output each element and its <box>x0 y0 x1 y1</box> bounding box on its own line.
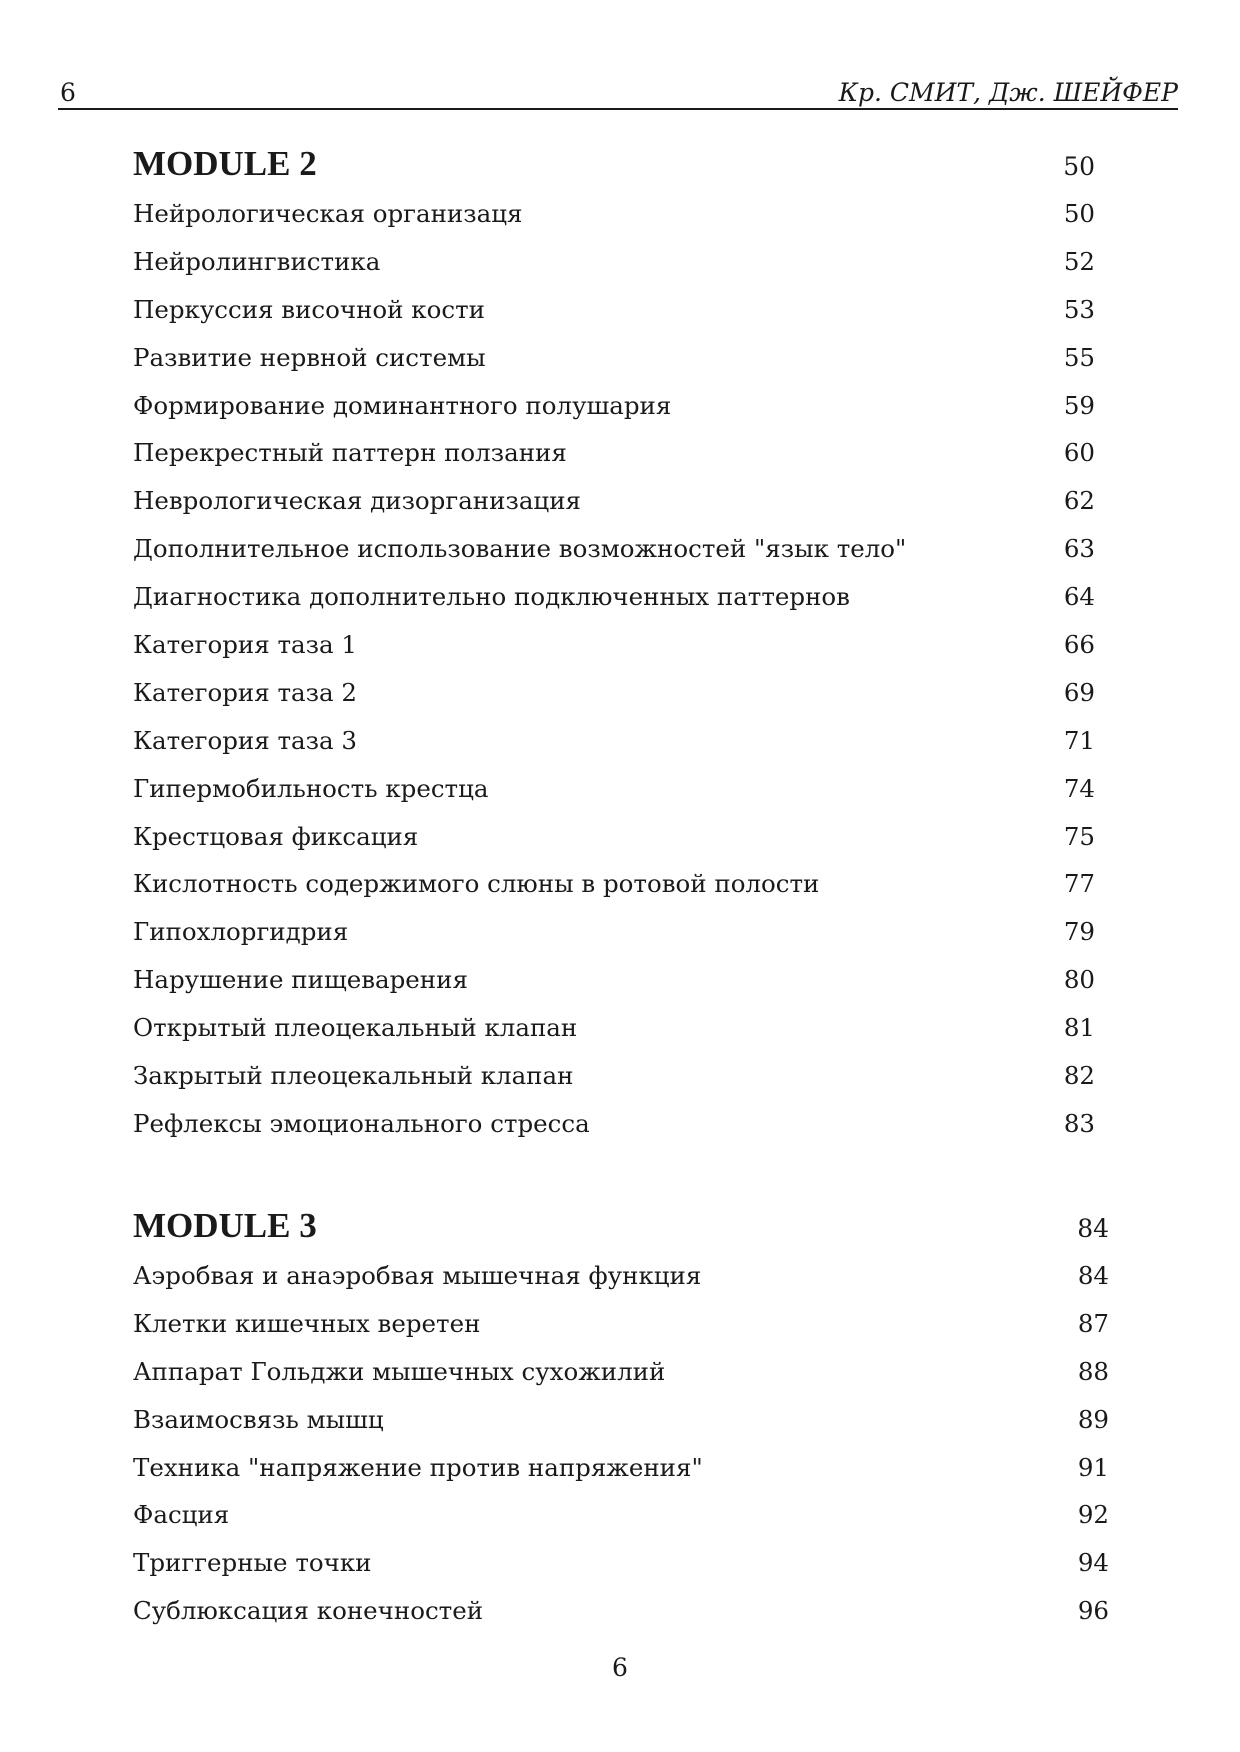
toc-entry-title: Неврологическая дизорганизация <box>133 486 581 516</box>
toc-entry-title: Закрытый плеоцекальный клапан <box>133 1061 574 1091</box>
toc-entry-page-number: 87 <box>1077 1308 1109 1338</box>
toc-entry-page-number: 53 <box>1063 294 1095 324</box>
toc-section-module-3 <box>133 1200 1109 1635</box>
section-title: MODULE 2 <box>133 144 317 183</box>
toc-entry-page-number: 59 <box>1063 390 1095 420</box>
toc-entry-page-number: 81 <box>1063 1013 1095 1043</box>
toc-entry-page-number: 66 <box>1063 630 1095 660</box>
toc-entry <box>133 1539 1109 1587</box>
toc-entry-title: Аппарат Гольджи мышечных сухожилий <box>133 1356 666 1386</box>
toc-entry-title: Нарушение пищеварения <box>133 965 468 995</box>
toc-entry <box>133 429 1095 477</box>
toc-entry <box>133 1004 1095 1052</box>
toc-entry-page-number: 55 <box>1063 342 1095 372</box>
toc-entry-title: Категория таза 1 <box>133 630 357 660</box>
toc-entry-page-number: 75 <box>1063 821 1095 851</box>
toc-entry <box>133 860 1095 908</box>
section-heading <box>133 1200 1109 1252</box>
toc-entry-title: Диагностика дополнительно подключенных паттернов <box>133 582 850 612</box>
toc-entry-page-number: 79 <box>1063 917 1095 947</box>
toc-entry-page-number: 74 <box>1063 773 1095 803</box>
header-authors: Кр. СМИТ, Дж. ШЕЙФЕР <box>838 78 1178 107</box>
toc-entry <box>133 1100 1095 1148</box>
toc-entry-title: Крестцовая фиксация <box>133 821 419 851</box>
toc-entry-title: Гипохлоргидрия <box>133 917 349 947</box>
section-page-number: 84 <box>1077 1214 1109 1243</box>
toc-entry-page-number: 62 <box>1063 486 1095 516</box>
toc-entry <box>133 669 1095 717</box>
toc-entry <box>133 525 1095 573</box>
footer-page-number: 6 <box>612 1653 628 1682</box>
toc-entry-page-number: 60 <box>1063 438 1095 468</box>
toc-entry-title: Категория таза 3 <box>133 725 357 755</box>
toc-entry-page-number: 63 <box>1063 534 1095 564</box>
toc-entry-title: Дополнительное использование возможностей "язык тело" <box>133 534 907 564</box>
toc-entry-title: Открытый плеоцекальный клапан <box>133 1013 578 1043</box>
toc-entry <box>133 1491 1109 1539</box>
toc-entry-page-number: 91 <box>1077 1452 1109 1482</box>
toc-entry-title: Нейрологическая организаця <box>133 199 523 228</box>
toc-entry-page-number: 71 <box>1063 725 1095 755</box>
toc-entry <box>133 382 1095 430</box>
toc-entry <box>133 765 1095 813</box>
toc-entry-title: Формирование доминантного полушария <box>133 390 672 420</box>
toc-entry <box>133 1300 1109 1348</box>
toc-entry <box>133 813 1095 861</box>
toc-entry <box>133 956 1095 1004</box>
toc-entry-page-number: 69 <box>1063 677 1095 707</box>
toc-entry-title: Техника "напряжение против напряжения" <box>133 1452 703 1482</box>
toc-entry-title: Триггерные точки <box>133 1548 372 1578</box>
toc-entry-page-number: 50 <box>1063 199 1095 228</box>
toc-entry-title: Нейролингвистика <box>133 246 381 276</box>
toc-entry-page-number: 83 <box>1063 1108 1095 1138</box>
section-heading <box>133 138 1095 190</box>
toc-entry <box>133 286 1095 334</box>
toc-entry-page-number: 64 <box>1063 582 1095 612</box>
toc-entry <box>133 334 1095 382</box>
toc-entry-title: Кислотность содержимого слюны в ротовой полости <box>133 869 820 899</box>
toc-entry-title: Категория таза 2 <box>133 677 357 707</box>
toc-entry-page-number: 96 <box>1077 1596 1109 1626</box>
toc-entry <box>133 1587 1109 1635</box>
toc-entry-title: Перекрестный паттерн ползания <box>133 438 567 468</box>
toc-entry-page-number: 94 <box>1077 1548 1109 1578</box>
toc-entry-page-number: 80 <box>1063 965 1095 995</box>
toc-entry <box>133 1348 1109 1396</box>
toc-entry-title: Клетки кишечных веретен <box>133 1308 481 1338</box>
toc-entry <box>133 477 1095 525</box>
header-page-number: 6 <box>60 78 76 107</box>
toc-entry <box>133 1252 1109 1300</box>
running-head <box>58 78 1178 110</box>
toc-entry <box>133 717 1095 765</box>
toc-entry-title: Гипермобильность крестца <box>133 773 489 803</box>
toc-entry-title: Развитие нервной системы <box>133 342 486 372</box>
toc-entry-page-number: 84 <box>1077 1261 1109 1290</box>
toc-entry-page-number: 52 <box>1063 246 1095 276</box>
toc-entry-title: Фасция <box>133 1500 230 1530</box>
toc-entry-page-number: 89 <box>1077 1404 1109 1434</box>
toc-entry <box>133 238 1095 286</box>
toc-entry <box>133 573 1095 621</box>
section-page-number: 50 <box>1063 152 1095 181</box>
section-title: MODULE 3 <box>133 1206 317 1245</box>
toc-entry <box>133 1052 1095 1100</box>
toc-entry-title: Перкуссия височной кости <box>133 294 485 324</box>
toc-entry-page-number: 92 <box>1077 1500 1109 1530</box>
toc-entry-title: Рефлексы эмоционального стресса <box>133 1108 590 1138</box>
toc-section-module-2 <box>133 138 1095 1148</box>
toc-entry-title: Взаимосвязь мышц <box>133 1404 384 1434</box>
toc-entry <box>133 621 1095 669</box>
toc-entry-page-number: 88 <box>1077 1356 1109 1386</box>
toc-entry-title: Сублюксация конечностей <box>133 1596 484 1626</box>
toc-entry-title: Аэробвая и анаэробвая мышечная функция <box>133 1261 702 1290</box>
toc-entry-page-number: 77 <box>1063 869 1095 899</box>
toc-entry <box>133 190 1095 238</box>
toc-entry <box>133 1396 1109 1444</box>
toc-entry <box>133 1444 1109 1492</box>
toc-entry-page-number: 82 <box>1063 1061 1095 1091</box>
toc-entry <box>133 908 1095 956</box>
